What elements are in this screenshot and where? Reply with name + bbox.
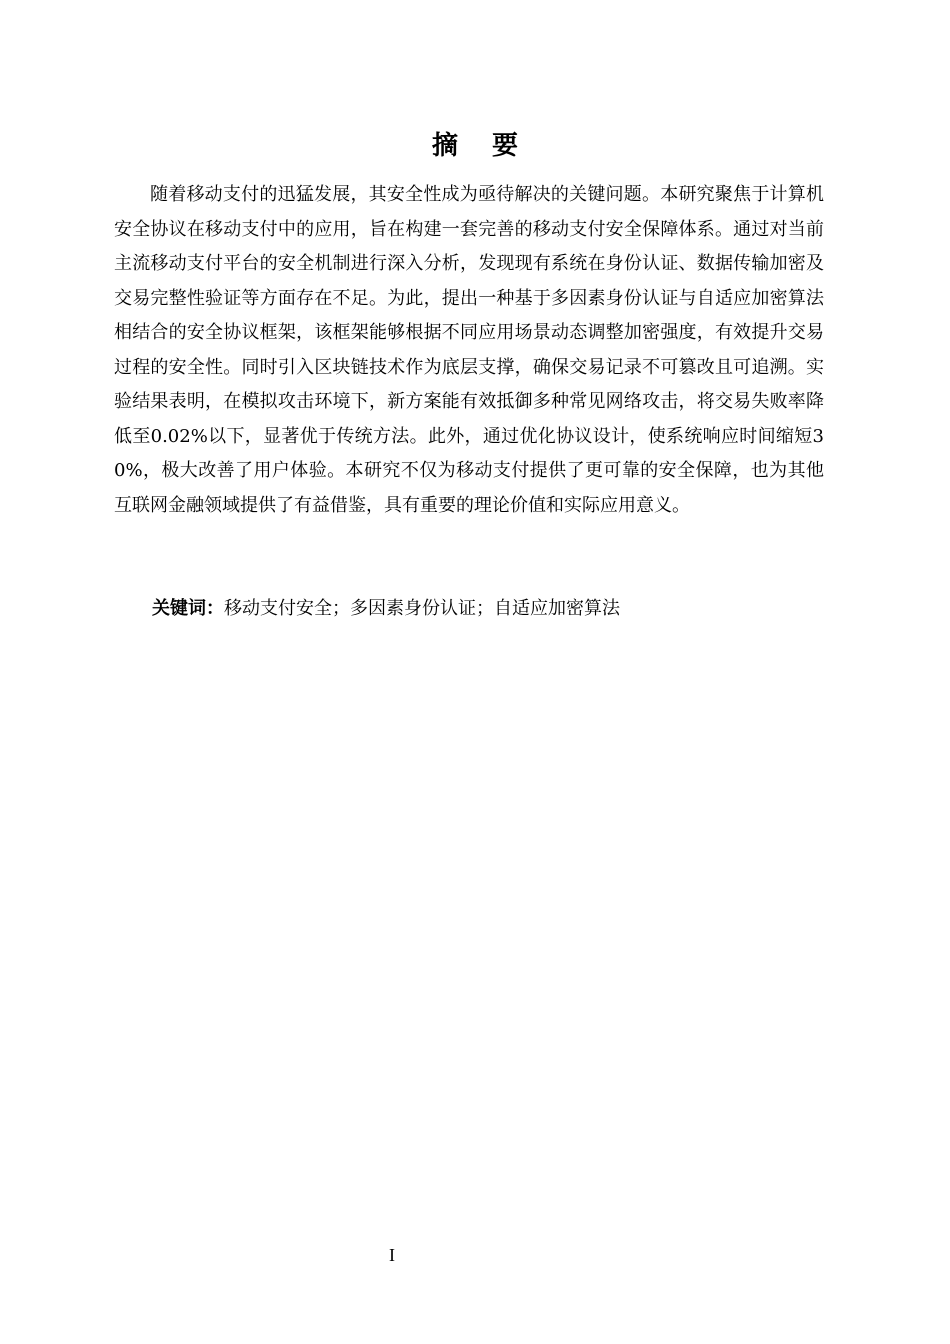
keywords-line [152, 594, 852, 624]
keywords-values: 移动支付安全；多因素身份认证；自适应加密算法 [224, 598, 620, 619]
page-number: I [389, 1245, 395, 1265]
keywords-label: 关键词： [152, 598, 224, 619]
page-title: 摘要 [431, 131, 552, 161]
abstract-paragraph: 随着移动支付的迅猛发展，其安全性成为亟待解决的关键问题。本研究聚焦于计算机安全协议在移动支付中的应用，旨在构建一套完善的移动支付安全保障体系。通过对当前主流移动支付平台的安全机制进行深入分析，发现现有系统在身份认证、数据传输加密及交易完整性验证等方面存在不足。为此，提出一种基于多因素身份认证与自适应加密算法相结合的安全协议框架，该框架能够根据不同应用场景动态调整加密强度，有效提升交易过程的安全性。同时引入区块链技术作为底层支撑，确保交易记录不可篡改且可追溯。实验结果表明，在模拟攻击环境下，新方案能有效抵御多种常见网络攻击，将交易失败率降低至0.02%以下，显著优于传统方法。此外，通过优化协议设计，使系统响应时间缩短30%，极大改善了用户体验。本研究不仅为移动支付提供了更可靠的安全保障，也为其他互联网金融领域提供了有益借鉴，具有重要的理论价值和实际应用意义。 [114, 184, 824, 516]
